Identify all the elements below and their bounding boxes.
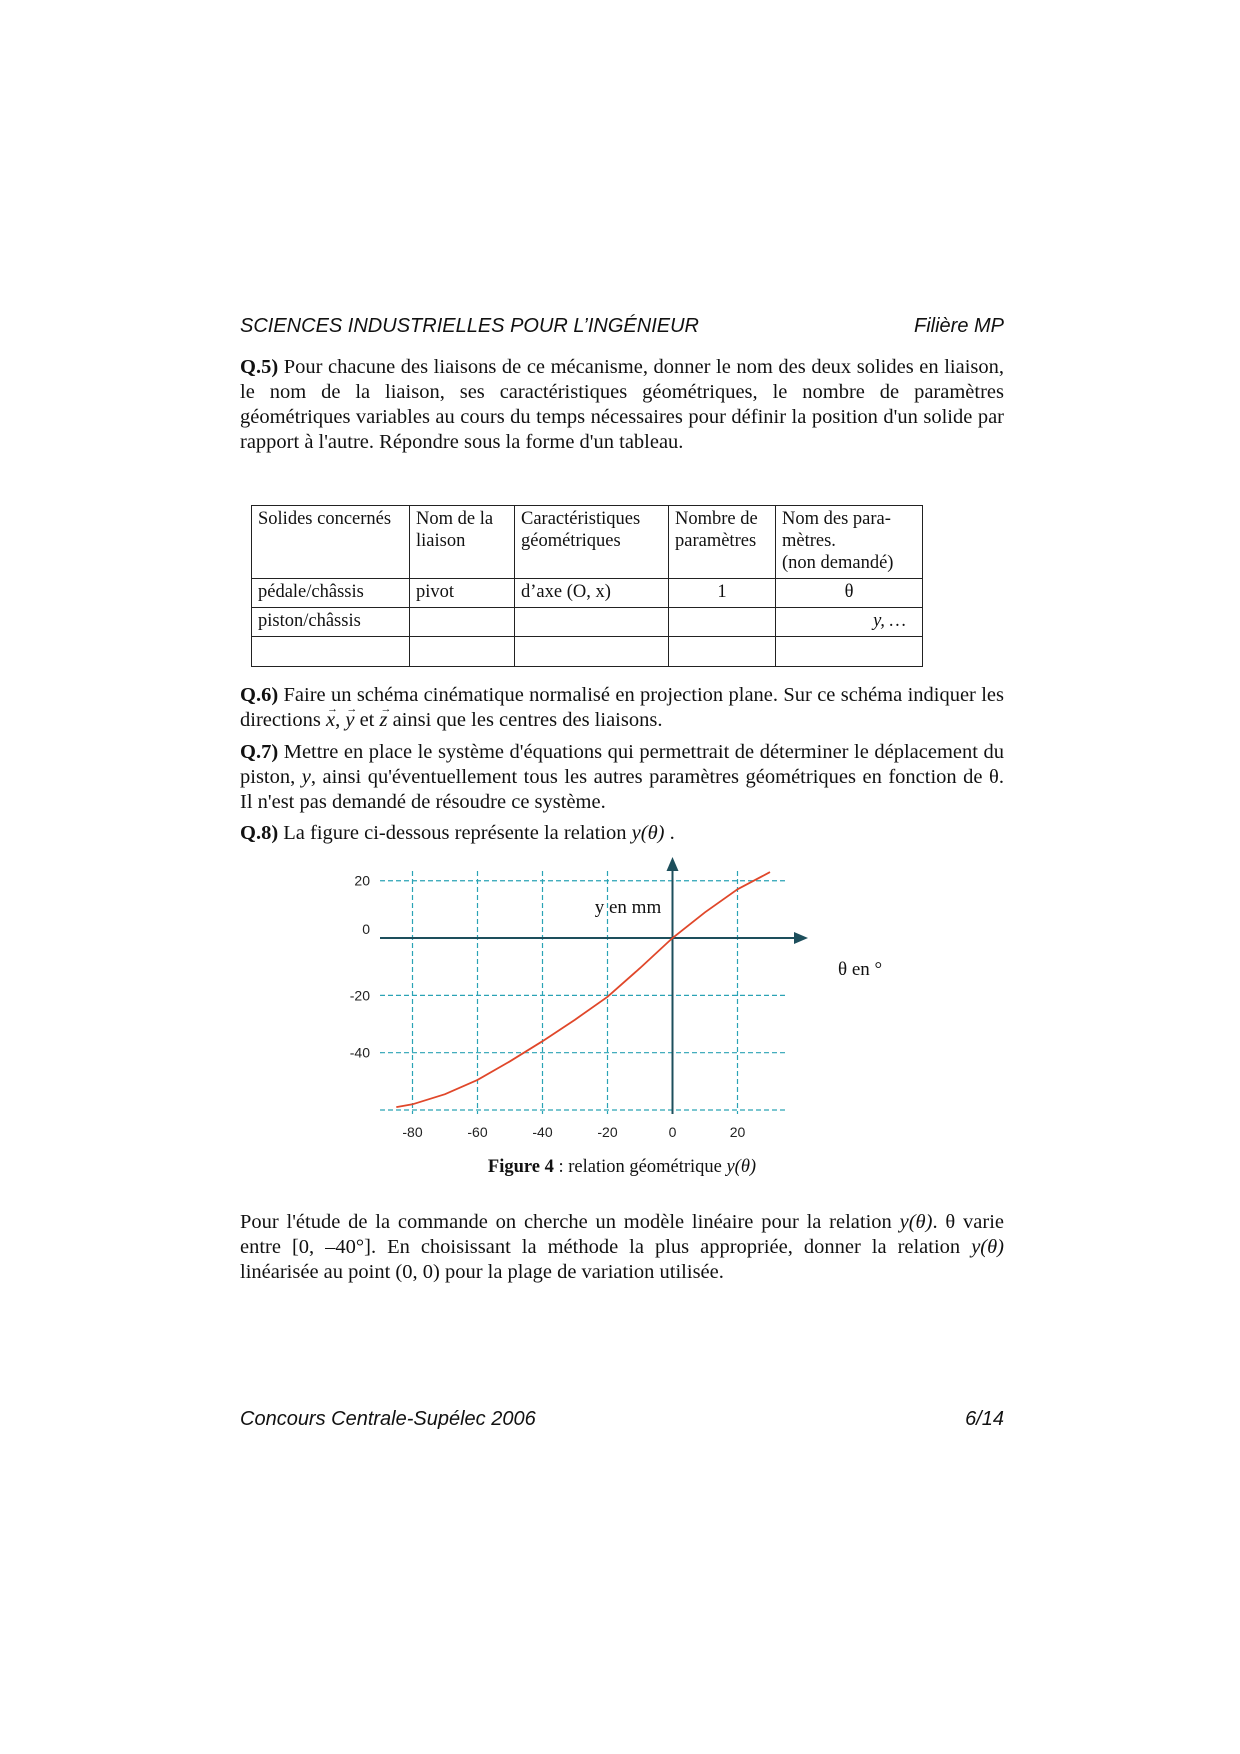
x-axis-label: θ en ° (838, 959, 883, 980)
var-y: y (301, 766, 311, 788)
question-5-text: Pour chacune des liaisons de ce mécanisme, donner le nom des deux solides en liaison, le nom de la liaison, ses caractéristiques géométriques, le nombre de paramètres géométriques variables au cours du temps nécessaires pour définir la position d'un solide par rapport à l'autre. Répondre sous la forme d'un tableau. (240, 356, 1005, 453)
x-tick-label: 20 (729, 1124, 746, 1140)
linear-expr1: y(θ) (899, 1211, 933, 1233)
table-cell: 1 (669, 579, 776, 608)
vector-y: y → (345, 709, 354, 731)
page-number: 6/14 (965, 1408, 1004, 1430)
question-7 (240, 740, 1004, 815)
y-tick-label: -20 (349, 987, 370, 1004)
figure-label: Figure 4 (487, 1157, 554, 1177)
table-cell: pivot (410, 579, 515, 608)
table-cell: y, … (776, 608, 923, 637)
question-8-end: . (669, 822, 675, 844)
table-header-row (252, 506, 923, 579)
table-cell: pédale/châssis (252, 579, 410, 608)
header-subject: SCIENCES INDUSTRIELLES POUR L’INGÉNIEUR (240, 315, 699, 337)
page-header (240, 315, 1004, 338)
table-cell (776, 637, 923, 667)
table-cell: θ (776, 579, 923, 608)
separator: et (359, 709, 375, 731)
question-8-expr: y(θ) (631, 822, 665, 844)
question-7-text-c: . Il n'est pas demandé de résoudre ce système. (240, 766, 1004, 813)
question-7-text-a: Mettre en place le système d'équations qui permettrait de déterminer le déplacement du piston, (240, 741, 1005, 788)
table-cell (515, 608, 669, 637)
x-tick-label: -20 (597, 1124, 618, 1140)
vector-x: x → (326, 709, 335, 731)
figure-caption (240, 1157, 1004, 1178)
question-7-text-b: , ainsi qu'éventuellement tous les autres paramètres géométriques en fonction de (310, 766, 983, 788)
var-theta: θ (989, 766, 999, 788)
x-tick-label: 0 (668, 1124, 677, 1140)
question-5-label: Q.5) (240, 356, 279, 378)
table-row (252, 608, 923, 637)
footer-contest: Concours Centrale-Supélec 2006 (240, 1408, 536, 1430)
x-axis-arrow (794, 932, 808, 944)
table-cell (669, 608, 776, 637)
figure-expr: y(θ) (726, 1157, 757, 1177)
table-header-params: Nom des para-mètres. (782, 509, 891, 551)
x-tick-label: -40 (532, 1124, 553, 1140)
table-cell (515, 637, 669, 667)
table-cell (252, 637, 410, 667)
linear-e: linéarisée au point (240, 1261, 391, 1283)
page-footer (240, 1408, 1004, 1431)
y-tick-label: 20 (354, 872, 370, 889)
linear-c: varie entre (240, 1211, 1004, 1258)
x-tick-label: -60 (467, 1124, 488, 1140)
y-tick-label: 0 (362, 921, 370, 938)
table-cell (515, 579, 669, 608)
question-7-label: Q.7) (240, 741, 279, 763)
figure-caption-text: : relation géométrique (553, 1157, 727, 1177)
table-row (252, 579, 923, 608)
question-8 (240, 821, 1004, 846)
question-6 (240, 683, 1004, 733)
linear-d: . En choisissant la méthode la plus appropriée, donner la relation (370, 1236, 961, 1258)
question-6-text-b: ainsi que les centres des liaisons. (392, 709, 663, 731)
curve-y-theta (396, 872, 770, 1107)
axis-text: d’axe (O, x) (521, 582, 611, 602)
header-track: Filière MP (913, 315, 1004, 337)
liaisons-table (251, 505, 923, 667)
y-axis-label: y en mm (594, 897, 662, 918)
vector-z: z → (379, 709, 387, 731)
y-axis-arrow (667, 857, 679, 871)
x-tick-label: -80 (402, 1124, 423, 1140)
table-row (252, 637, 923, 667)
linear-theta: θ (945, 1211, 956, 1233)
question-6-text-a: Faire un schéma cinématique normalisé en projection plane. Sur ce schéma indiquer les directions (240, 684, 1005, 731)
table-header-cell: Nom de la liaison (410, 506, 515, 579)
table-cell (410, 608, 515, 637)
linear-b: . (932, 1211, 938, 1233)
question-5 (240, 355, 1004, 455)
linearisation-text (240, 1210, 1004, 1285)
table-cell: piston/châssis (252, 608, 410, 637)
linear-f: pour la plage de variation utilisée. (444, 1261, 724, 1283)
question-8-label: Q.8) (240, 822, 279, 844)
table-cell (669, 637, 776, 667)
table-header-note: (non demandé) (782, 553, 894, 573)
y-tick-label: -40 (349, 1044, 370, 1061)
linear-expr2: y(θ) (971, 1236, 1005, 1258)
table-header-cell (776, 506, 923, 579)
question-6-label: Q.6) (240, 684, 279, 706)
linear-point: (0, 0) (395, 1261, 440, 1283)
table-header-cell: Caractéristiques géométriques (515, 506, 669, 579)
table-header-cell: Nombre de paramètres (669, 506, 776, 579)
separator: , (335, 709, 341, 731)
y-theta-chart (340, 855, 900, 1150)
linear-range: [0, –40°] (291, 1236, 371, 1258)
table-cell (410, 637, 515, 667)
table-header-cell: Solides concernés (252, 506, 410, 579)
linear-a: Pour l'étude de la commande on cherche un modèle linéaire pour la relation (240, 1211, 892, 1233)
question-8-text: La figure ci-dessous représente la relation (283, 822, 627, 844)
